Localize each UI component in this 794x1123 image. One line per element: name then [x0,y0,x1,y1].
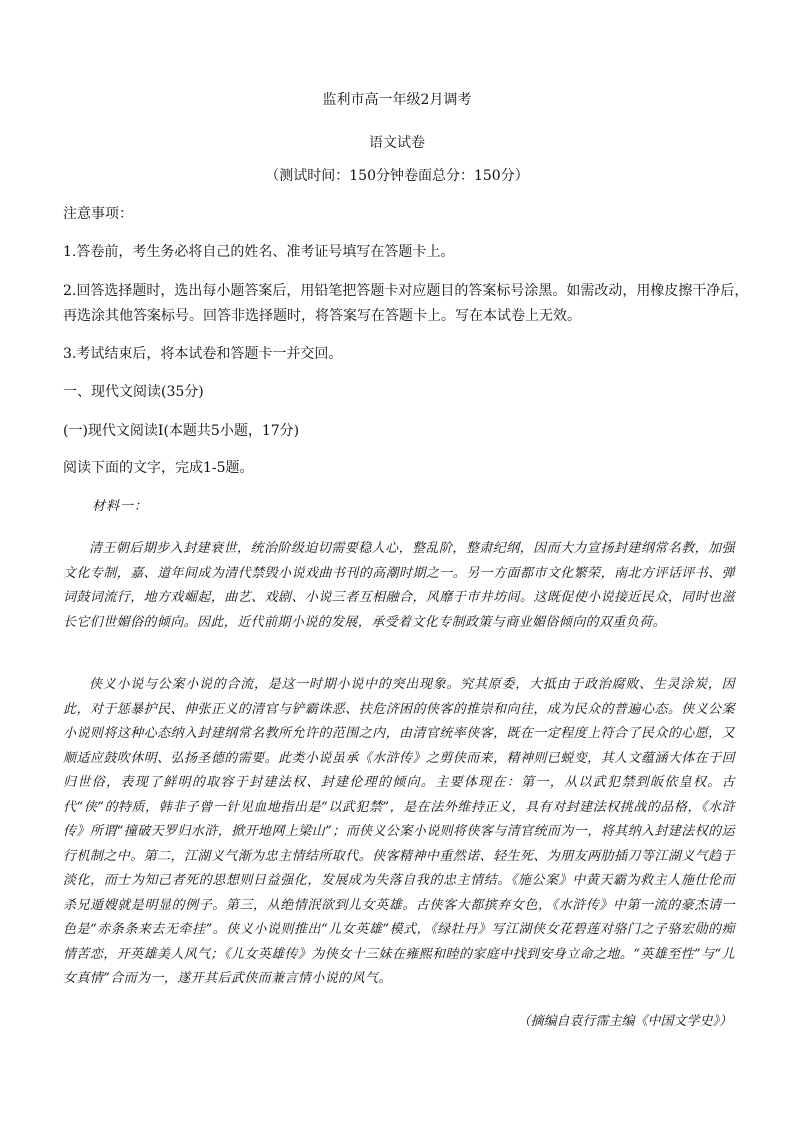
reading-instruction: 阅读下面的文字，完成1-5题。 [63,460,254,476]
notice-heading: 注意事项： [63,206,133,222]
material-paragraph-2: 侠义小说与公案小说的合流，是这一时期小说中的突出现象。究其原委，大抵由于政治腐败、生灵涂炭，因此，对于惩暴护民、伸张正义的清官与铲霸诛恶、扶危济困的侠客的推崇和向往，成为民众的普遍心态。侠义公案小说则将这种心态纳入封建纲常名教所允许的范围之内，由清官统率侠客，既在一定程度上符合了民众的心愿，又顺适应鼓吹休明、弘扬圣德的需要。此类小说虽承《水浒传》之剪侠而来，精神则已蜕变，其人文蕴涵大体在于回归世俗，表现了鲜明的取容于封建法权、封建伦理的倾向。主要体现在：第一，从以武犯禁到皈依皇权。古代“侠”的特质，韩非子曾一针见血地指出是“以武犯禁”，是在法外维持正义，具有对封建法权挑战的品格，《水浒传》所谓“撞破天罗归水浒，掀开地网上梁山”；而侠义公案小说则将侠客与清官统而为一，将其纳入封建法权的运行机制之中。第二，江湖义气渐为忠主情结所取代。侠客精神中重然诺、轻生死、为朋友两肋插刀等江湖义气趋于淡化，而士为知己者死的思想则日益强化，发展成为失落自我的忠主情结。《施公案》中黄天霸为救主人施仕伦而杀兄遁嫂就是明显的例子。第三，从绝情泯欲到儿女英雄。古侠客大都摈弃女色，《水浒传》中第一流的豪杰请一色是“赤条条来去无牵挂”。侠义小说则推出“儿女英雄”模式，《绿牡丹》写江湖侠女花碧莲对骆门之子骆宏勋的痴情苦恋，开英雄美人风气；《儿女英雄传》为侠女十三妹在雍熙和睦的家庭中找到安身立命之地。“英雄至性”与“儿女真情”合而为一，遂开其后武侠而兼言情小说的风气。 [63,677,735,986]
notice-item-3: 3.考试结束后，将本试卷和答题卡一并交回。 [63,346,343,362]
material-paragraph-1: 清王朝后期步入封建衰世，统治阶级迫切需要稳人心，整乱阶，整肃纪纲，因而大力宣扬封建纲常名教，加强文化专制，嘉、道年间成为清代禁毁小说戏曲书刊的高潮时期之一。另一方面都市文化繁荣，南北方评话评书、弹词鼓词流行，地方戏崛起，曲艺、戏剧、小说三者互相融合，风靡于市井坊间。这既促使小说接近民众，同时也滋长它们世媚俗的倾向。因此，近代前期小说的发展，承受着文化专制政策与商业媚俗倾向的双重负荷。 [63,541,735,630]
exam-subject: 语文试卷 [369,135,425,151]
exam-title: 监利市高一年级2月调考 [322,92,472,108]
section-title: 一、现代文阅读(35分) [63,384,204,400]
notice-item-2-line-1: 2.回答选择题时，选出每小题答案后，用铅笔把答题卡对应题目的答案标号涂黑。如需改动，用橡皮擦干净后， [63,283,749,299]
exam-info: （测试时间：150分钟卷面总分：150分） [265,168,529,184]
notice-item-2-line-2: 再选涂其他答案标号。回答非选择题时，将答案写在答题卡上。写在本试卷上无效。 [63,308,581,324]
material-source: （摘编自袁行霈主编《中国文学史》） [517,1014,732,1029]
material-label: 材料一： [92,499,149,514]
notice-item-1: 1.答卷前，考生务必将自己的姓名、准考证号填写在答题卡上。 [63,244,455,260]
section-subtitle: (一)现代文阅读Ⅰ(本题共5小题，17分) [63,423,300,439]
